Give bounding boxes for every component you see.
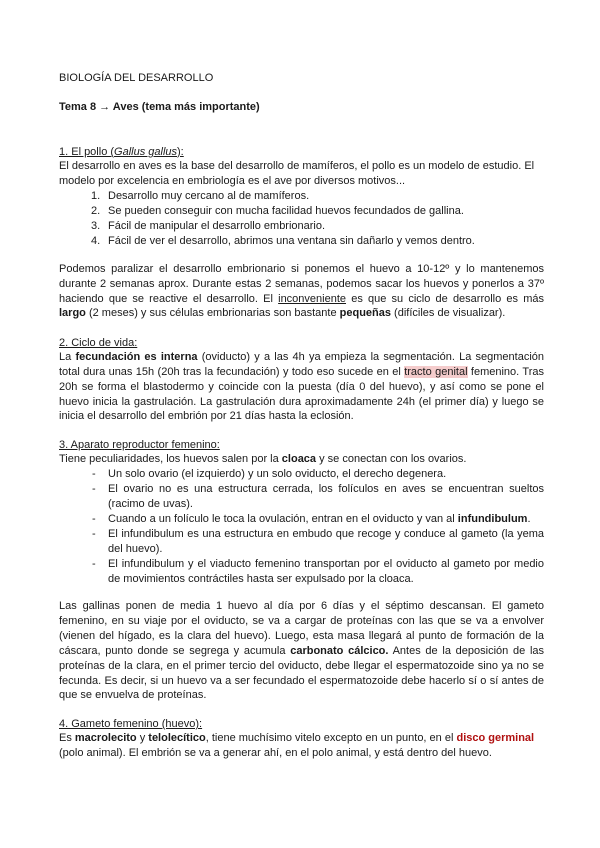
list-text: El infundibulum es una estructura en embudo que recoge y conduce al gameto (la yema bbox=[108, 528, 544, 540]
paragraph-line: Podemos paralizar el desarrollo embrionario si ponemos el huevo a 10-12º y lo mantenemos bbox=[59, 263, 544, 275]
bold-term: cloaca bbox=[281, 453, 317, 465]
list-number: 2. bbox=[91, 205, 101, 217]
text-run: Cuando a un folículo le toca la ovulación, entran en el oviducto y van al bbox=[108, 513, 458, 525]
section-4-heading: 4. Gameto femenino (huevo): bbox=[59, 718, 203, 730]
bold-term: macrolecito bbox=[74, 732, 137, 744]
heading-text: ): bbox=[177, 146, 184, 158]
list-number: 4. bbox=[91, 235, 101, 247]
list-text: Fácil de manipular el desarrollo embrionario. bbox=[108, 220, 326, 232]
section-1-heading bbox=[59, 145, 184, 159]
text-run: (2 meses) y sus células embrionarias son bastante bbox=[85, 307, 340, 319]
paragraph-line: femenino, en su viaje por el oviducto, se va a cargar de proteínas con las que se va a envolver bbox=[59, 615, 544, 627]
paragraph-line bbox=[59, 292, 544, 306]
paragraph-line: huevo inicia la gastrulación. La gastrulación dura aproximadamente 24h (el primer día) y luego se bbox=[59, 396, 544, 408]
bullet-dash: - bbox=[92, 483, 96, 495]
highlighted-term: disco germinal bbox=[456, 732, 535, 744]
highlighted-term: tracto genital bbox=[404, 366, 468, 378]
heading-text: 1. El pollo ( bbox=[59, 146, 115, 158]
bold-term: fecundación es interna bbox=[75, 351, 198, 363]
paragraph-line: 20h se forma el blastodermo y coincide con la puesta (día 0 del huevo), y así como se pone el bbox=[59, 381, 544, 393]
paragraph-line: El desarrollo en aves es la base del desarrollo de mamíferos, el pollo es un modelo de estudio. El bbox=[59, 160, 535, 172]
document-title: BIOLOGÍA DEL DESARROLLO bbox=[59, 72, 214, 84]
list-text: Desarrollo muy cercano al de mamíferos. bbox=[108, 190, 310, 202]
paragraph-line bbox=[59, 452, 466, 466]
text-run: y bbox=[136, 732, 149, 744]
topic-heading: Tema 8 → Aves (tema más importante) bbox=[59, 101, 260, 113]
scientific-name: Gallus gallus bbox=[114, 146, 178, 158]
text-run: Es bbox=[59, 732, 75, 744]
paragraph-line: proteínas de la clara, en el primer tercio del oviducto, debe llegar el espermatozoide sino ya no se bbox=[59, 660, 544, 672]
text-run: y se conectan con los ovarios. bbox=[316, 453, 467, 465]
text-run: La bbox=[59, 351, 76, 363]
paragraph-line: fecunda. Es decir, si un huevo va a ser fecundado el espermatozoide debe hacerlo sí o sí antes de bbox=[59, 675, 544, 687]
bullet-dash: - bbox=[92, 468, 96, 480]
text-run: total dura unas 15h (20h tras la fecundación) y todo eso sucede en el bbox=[59, 366, 405, 378]
list-text: El infundibulum y el viaducto femenino transportan por el oviducto al gameto por medio bbox=[108, 558, 544, 570]
paragraph-line: inicia el desarrollo del embrión por 21 días hasta la eclosión. bbox=[59, 410, 354, 422]
paragraph-line: (polo animal). El embrión se va a generar ahí, en el polo animal, y está dentro del huevo. bbox=[59, 747, 492, 759]
text-run: es que su ciclo de desarrollo es más bbox=[346, 293, 545, 305]
section-2-heading: 2. Ciclo de vida: bbox=[59, 337, 138, 349]
list-text: El ovario no es una estructura cerrada, los folículos en aves se encuentran sueltos bbox=[108, 483, 544, 495]
paragraph-line: (vienen del hígado, es la clara del huevo). Luego, esta masa llegará al punto de formación de la bbox=[59, 630, 544, 642]
list-text: Un solo ovario (el izquierdo) y un solo oviducto, el derecho degenera. bbox=[108, 468, 447, 480]
paragraph-line: que se envuelva de proteínas. bbox=[59, 689, 207, 701]
list-number: 3. bbox=[91, 220, 101, 232]
paragraph-line bbox=[59, 306, 505, 320]
text-run: (oviducto) y a las 4h ya empieza la segmentación. La segmentación bbox=[197, 351, 544, 363]
list-text: Fácil de ver el desarrollo, abrimos una ventana sin dañarlo y vemos dentro. bbox=[108, 235, 475, 247]
bold-term: infundibulum bbox=[457, 513, 528, 525]
text-run: . bbox=[527, 513, 531, 525]
list-number: 1. bbox=[91, 190, 101, 202]
paragraph-line bbox=[59, 350, 544, 364]
list-text: Se pueden conseguir con mucha facilidad huevos fecundados de gallina. bbox=[108, 205, 464, 217]
paragraph-line bbox=[59, 365, 544, 379]
bullet-dash: - bbox=[92, 528, 96, 540]
bullet-dash: - bbox=[92, 558, 96, 570]
paragraph-line bbox=[59, 644, 544, 658]
section-3-heading: 3. Aparato reproductor femenino: bbox=[59, 439, 220, 451]
list-text bbox=[108, 512, 531, 526]
bold-term: carbonato cálcico. bbox=[290, 645, 389, 657]
paragraph-line: durante 2 semanas aprox. Durante estas 2 semanas, podemos sacar los huevos y ponerlos a 37º bbox=[59, 278, 544, 290]
list-text: (racimo de uvas). bbox=[108, 498, 193, 510]
paragraph-line: modelo por excelencia en embriología es el ave por diversos motivos... bbox=[59, 175, 406, 187]
bullet-dash: - bbox=[92, 513, 96, 525]
bold-term: pequeñas bbox=[339, 307, 391, 319]
underlined-term: inconveniente bbox=[278, 293, 347, 305]
bold-term: telolecítico bbox=[148, 732, 206, 744]
paragraph-line bbox=[59, 731, 534, 745]
list-text: del huevo). bbox=[108, 543, 163, 555]
text-run: Antes de la deposición de las bbox=[388, 645, 545, 657]
paragraph-line: Las gallinas ponen de media 1 huevo al día por 6 días y el séptimo descansan. El gameto bbox=[59, 600, 544, 612]
text-run: haciendo que se reactive el desarrollo. El bbox=[59, 293, 279, 305]
list-text: de movimientos contráctiles hasta ser expulsado por la cloaca. bbox=[108, 573, 414, 585]
bold-term: largo bbox=[59, 307, 86, 319]
text-run: , tiene muchísimo vitelo excepto en un punto, en el bbox=[205, 732, 457, 744]
text-run: (difíciles de visualizar). bbox=[391, 307, 506, 319]
text-run: femenino. Tras bbox=[467, 366, 544, 378]
text-run: cáscara, punto donde se segrega y acumula bbox=[59, 645, 291, 657]
text-run: Tiene peculiaridades, los huevos salen por la bbox=[59, 453, 282, 465]
